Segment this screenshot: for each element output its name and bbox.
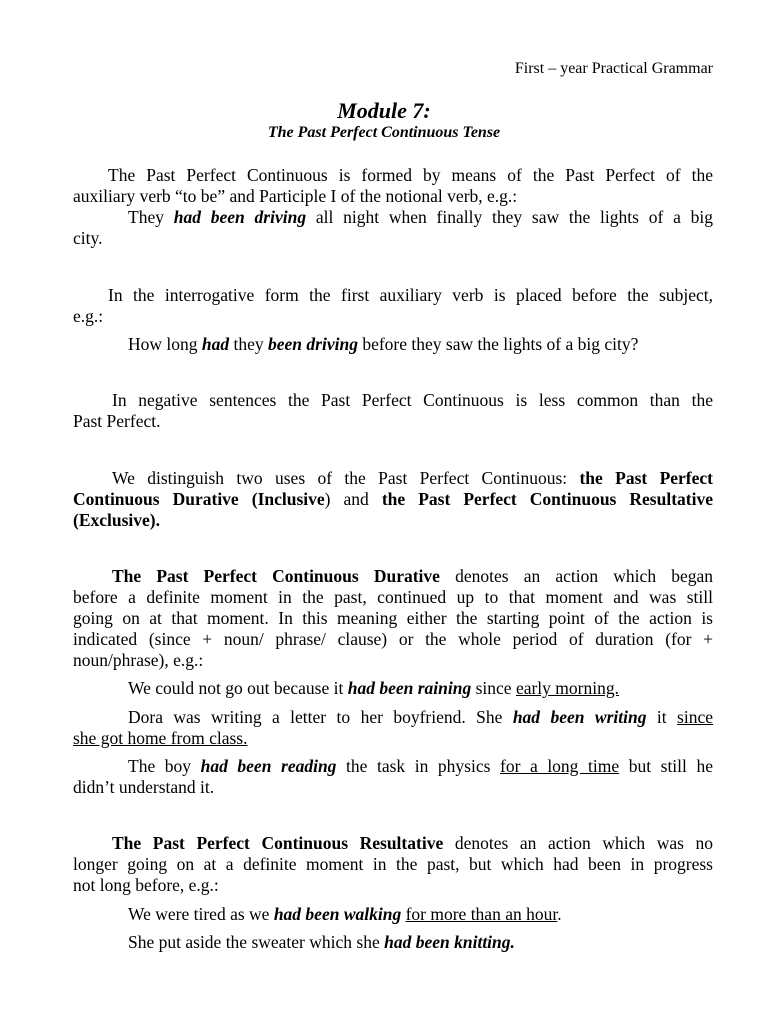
text-line: We distinguish two uses of the Past Perfect Continuous: [112, 468, 580, 488]
paragraph-two-uses [73, 468, 713, 531]
example-text: but still he [619, 756, 713, 776]
example-text: the task in physics [336, 756, 500, 776]
term-bold: The Past Perfect Continuous Resultative [112, 833, 444, 853]
module-title: Module 7: [337, 98, 431, 123]
example-underlined: since [677, 707, 713, 727]
term-bold: The Past Perfect Continuous Durative [112, 566, 440, 586]
example-highlight: been driving [268, 334, 358, 354]
example-text: They [128, 207, 174, 227]
example-highlight: had been writing [512, 707, 647, 727]
example-1 [73, 207, 713, 249]
paragraph-formation [73, 165, 713, 207]
example-text: all night when finally they saw the lights of a big [306, 207, 713, 227]
term-bold: Continuous Durative (Inclusive [73, 489, 325, 509]
example-underlined: for a long time [500, 756, 620, 776]
example-3 [73, 678, 713, 699]
running-header: First – year Practical Grammar [514, 60, 713, 77]
text-line: In the interrogative form the first auxiliary verb is placed before the subject, [108, 285, 713, 305]
text-line: In negative sentences the Past Perfect Continuous is less common than the [112, 390, 713, 410]
text-line: denotes an action which was no [443, 833, 714, 853]
example-text: The boy [128, 756, 201, 776]
example-4 [73, 707, 713, 749]
example-text: We could not go out because it [128, 678, 348, 698]
text-line: auxiliary verb “to be” and Participle I of the notional verb, e.g.: [73, 186, 518, 206]
example-text: We were tired as we [128, 904, 274, 924]
example-underlined: early morning. [515, 678, 619, 698]
text-line: going on at that moment. In this meaning either the starting point of the action is [73, 608, 713, 628]
text-line: indicated (since + noun/ phrase/ clause) or the whole period of duration (for + [73, 629, 713, 649]
example-5 [73, 756, 713, 798]
term-bold: the Past Perfect Continuous Resultative [381, 489, 713, 509]
text-line: not long before, e.g.: [73, 875, 219, 895]
text-line: denotes an action which began [439, 566, 714, 586]
term-bold: the Past Perfect [579, 468, 714, 488]
text-line: Past Perfect. [73, 411, 161, 431]
example-highlight: had [201, 334, 230, 354]
example-text: didn’t understand it. [73, 777, 215, 797]
example-text: . [557, 904, 562, 924]
example-text: it [646, 707, 678, 727]
example-6 [73, 904, 713, 925]
text-line: noun/phrase), e.g.: [73, 650, 204, 670]
example-highlight: had been walking [273, 904, 402, 924]
text-line: longer going on at a definite moment in the past, but which had been in progress [73, 854, 713, 874]
paragraph-resultative [73, 833, 713, 896]
example-text: Dora was writing a letter to her boyfriend. She [128, 707, 513, 727]
paragraph-durative [73, 566, 713, 671]
example-highlight: had been knitting. [384, 932, 515, 952]
example-text: How long [128, 334, 202, 354]
example-underlined: she got home from class. [73, 728, 248, 748]
example-highlight: had been driving [173, 207, 307, 227]
example-highlight: had been raining [347, 678, 472, 698]
paragraph-negative [73, 390, 713, 432]
example-text: they [229, 334, 269, 354]
example-text: She put aside the sweater which she [128, 932, 385, 952]
example-2 [73, 334, 713, 355]
example-text: before they saw the lights of a big city? [357, 334, 639, 354]
term-bold: (Exclusive). [73, 510, 161, 530]
text-line: e.g.: [73, 306, 104, 326]
text-line: before a definite moment in the past, continued up to that moment and was still [73, 587, 713, 607]
paragraph-interrogative [73, 285, 713, 327]
text-line: ) and [324, 489, 382, 509]
example-text: city. [73, 228, 103, 248]
example-text: since [471, 678, 516, 698]
example-7 [73, 932, 713, 953]
example-underlined: for more than an hour [405, 904, 558, 924]
example-highlight: had been reading [200, 756, 337, 776]
module-subtitle: The Past Perfect Continuous Tense [267, 124, 501, 141]
text-line: The Past Perfect Continuous is formed by means of the Past Perfect of the [108, 165, 713, 185]
